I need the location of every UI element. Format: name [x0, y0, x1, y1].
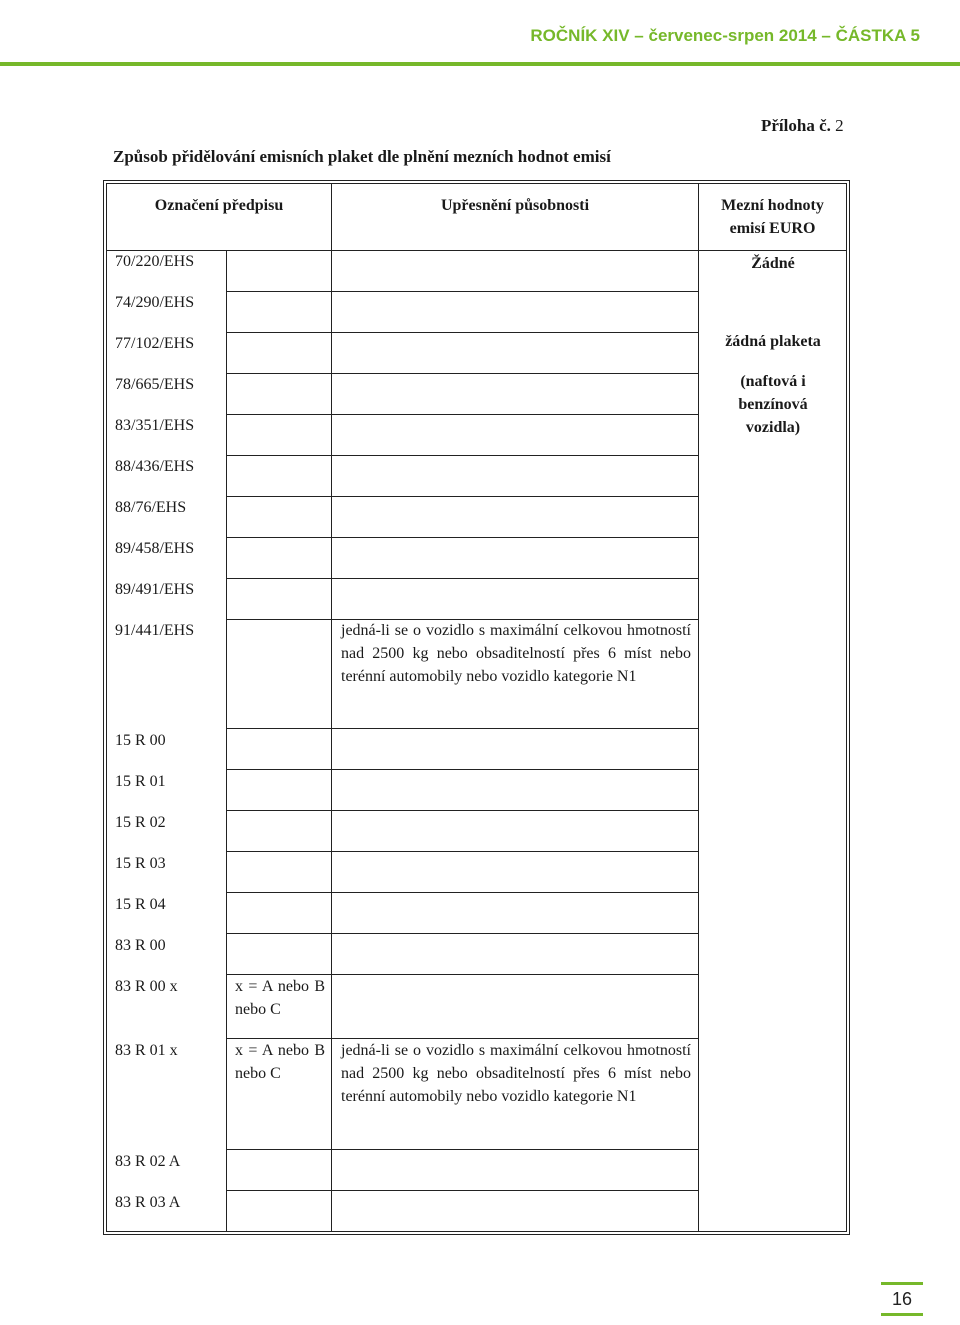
- table-hline-header: [106, 250, 847, 251]
- header-limits-line1: Mezní hodnoty: [721, 197, 824, 214]
- document-title: Způsob přidělování emisních plaket dle plnění mezních hodnot emisí: [113, 147, 611, 166]
- table-hline: [226, 332, 698, 333]
- annex-label: [761, 116, 844, 136]
- table-row-designation: 83 R 02 A: [115, 1153, 181, 1170]
- table-row-subtype: x = A nebo B nebo C: [235, 978, 325, 1018]
- table-row-subtype: x = A nebo B nebo C: [235, 1042, 325, 1082]
- table-row-designation: 88/76/EHS: [115, 499, 187, 516]
- page-number: 16: [881, 1282, 923, 1316]
- table-row-designation: 15 R 02: [115, 814, 166, 831]
- table-hline: [226, 578, 698, 579]
- table-hline: [226, 537, 698, 538]
- table-row-designation: 89/458/EHS: [115, 540, 195, 557]
- table-hline: [226, 892, 698, 893]
- limits-note-line1: (naftová i: [740, 373, 806, 390]
- table-row-designation: 70/220/EHS: [115, 253, 195, 270]
- table-row-scope: jedná-li se o vozidlo s maximální celkovou hmotností nad 2500 kg nebo obsaditelností přes 6 míst nebo terénní automobily nebo vozidlo kategorie N1: [341, 622, 691, 685]
- table-row-designation: 15 R 01: [115, 773, 166, 790]
- table-row-designation: 89/491/EHS: [115, 581, 195, 598]
- table-row-designation: 74/290/EHS: [115, 294, 195, 311]
- table-hline: [226, 851, 698, 852]
- table-row-designation: 83/351/EHS: [115, 417, 195, 434]
- table-row-designation: 78/665/EHS: [115, 376, 195, 393]
- table-hline: [226, 1149, 698, 1150]
- table-hline: [226, 496, 698, 497]
- header-title: ROČNÍK XIV – červenec-srpen 2014 – ČÁSTKA 5: [530, 26, 920, 45]
- table-hline: [226, 769, 698, 770]
- limits-note-line3: vozidla): [745, 419, 801, 436]
- table-row-designation: 15 R 03: [115, 855, 166, 872]
- table-hline: [226, 414, 698, 415]
- table-hline: [226, 810, 698, 811]
- limits-none: Žádné: [751, 255, 795, 272]
- table-hline: [226, 373, 698, 374]
- table-row-designation: 83 R 01 x: [115, 1042, 178, 1059]
- header-scope: Upřesnění působnosti: [440, 197, 590, 214]
- table-row-scope: jedná-li se o vozidlo s maximální celkovou hmotností nad 2500 kg nebo obsaditelností přes 6 míst nebo terénní automobily nebo vozidlo kategorie N1: [341, 1042, 691, 1105]
- table-row-designation: 83 R 00 x: [115, 978, 178, 995]
- table-row-designation: 88/436/EHS: [115, 458, 195, 475]
- limits-no-plate: žádná plaketa: [725, 333, 821, 350]
- table-row-designation: 83 R 03 A: [115, 1194, 181, 1211]
- table-row-designation: 91/441/EHS: [115, 622, 195, 639]
- annex-text: Příloha č.: [761, 116, 831, 135]
- table-hline: [226, 291, 698, 292]
- annex-number: 2: [835, 116, 844, 135]
- table-row-designation: 77/102/EHS: [115, 335, 195, 352]
- table-vline-limits: [698, 250, 699, 1232]
- header-limits-line2: emisí EURO: [729, 220, 816, 237]
- header-rule: [0, 62, 960, 66]
- header-designation: Označení předpisu: [154, 197, 284, 214]
- table-vline-scope: [331, 250, 332, 1232]
- table-hline: [226, 1190, 698, 1191]
- table-hline: [226, 933, 698, 934]
- table-hline: [226, 728, 698, 729]
- table-row-designation: 15 R 00: [115, 732, 166, 749]
- table-vline-subcol: [226, 250, 227, 1232]
- table-row-designation: 15 R 04: [115, 896, 166, 913]
- table-hline: [226, 455, 698, 456]
- table-row-designation: 83 R 00: [115, 937, 166, 954]
- limits-note-line2: benzínová: [738, 396, 808, 413]
